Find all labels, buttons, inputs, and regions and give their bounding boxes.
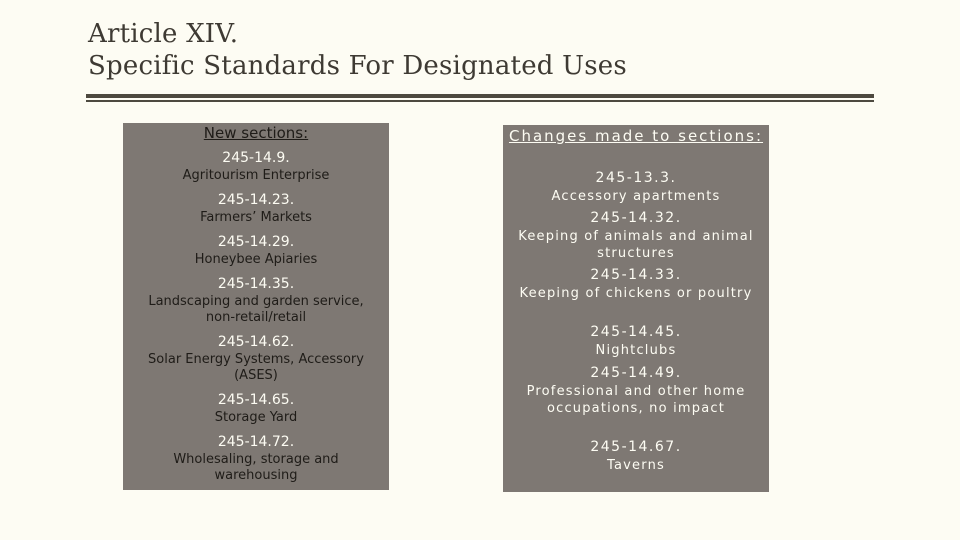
- changed-section-item: [503, 363, 769, 417]
- new-section-item: [123, 332, 389, 384]
- section-name: Accessory apartments: [551, 189, 721, 204]
- slide-title: [88, 18, 627, 82]
- new-section-item: [123, 232, 389, 268]
- new-sections-panel: [123, 123, 389, 490]
- new-section-item: [123, 190, 389, 226]
- section-number: 245-13.3.: [595, 170, 677, 186]
- slide-title-line-1: Article XIV.: [88, 19, 239, 49]
- title-divider-thin: [86, 100, 874, 102]
- section-number: 245-14.33.: [590, 267, 682, 283]
- section-name: Farmers’ Markets: [200, 210, 312, 225]
- changed-sections-heading: Changes made to sections:: [508, 127, 764, 145]
- section-number: 245-14.23.: [217, 192, 295, 208]
- changed-sections-panel: [503, 125, 769, 492]
- section-number: 245-14.62.: [217, 334, 295, 350]
- changed-section-item: [503, 168, 769, 205]
- section-name: Agritourism Enterprise: [182, 168, 330, 183]
- changed-section-item: [503, 322, 769, 359]
- section-number: 245-14.49.: [590, 365, 682, 381]
- section-number: 245-14.67.: [590, 439, 682, 455]
- section-number: 245-14.32.: [590, 210, 682, 226]
- section-number: 245-14.65.: [217, 392, 295, 408]
- changed-section-item: [503, 265, 769, 302]
- section-number: 245-14.72.: [217, 434, 295, 450]
- changed-section-item: [503, 437, 769, 474]
- slide-title-line-2: Specific Standards For Designated Uses: [88, 51, 627, 81]
- section-name: Taverns: [607, 458, 665, 473]
- section-number: 245-14.9.: [222, 150, 290, 166]
- section-number: 245-14.35.: [217, 276, 295, 292]
- new-section-item: [123, 432, 389, 484]
- title-divider-thick: [86, 94, 874, 98]
- section-name: Landscaping and garden service, non-retail/retail: [148, 294, 364, 325]
- section-name: Keeping of animals and animal structures: [518, 229, 754, 261]
- new-section-item: [123, 274, 389, 326]
- section-number: 245-14.29.: [217, 234, 295, 250]
- section-name: Solar Energy Systems, Accessory (ASES): [148, 352, 364, 383]
- new-section-item: [123, 148, 389, 184]
- new-section-item: [123, 390, 389, 426]
- section-name: Honeybee Apiaries: [194, 252, 318, 267]
- section-name: Keeping of chickens or poultry: [519, 286, 753, 301]
- section-name: Professional and other home occupations, no impact: [526, 384, 746, 416]
- section-name: Storage Yard: [214, 410, 298, 425]
- section-name: Nightclubs: [595, 343, 677, 358]
- new-sections-heading: New sections:: [203, 124, 309, 142]
- section-name: Wholesaling, storage and warehousing: [173, 452, 339, 483]
- section-number: 245-14.45.: [590, 324, 682, 340]
- changed-section-item: [503, 208, 769, 262]
